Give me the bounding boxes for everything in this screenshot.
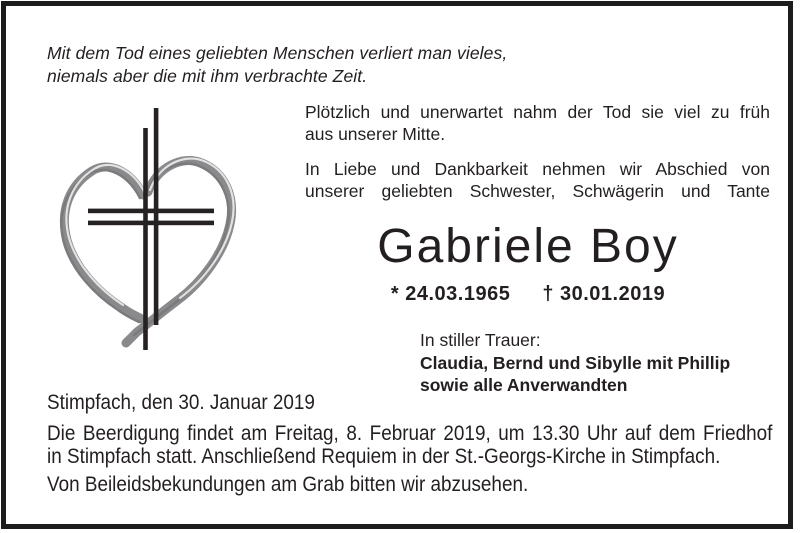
intro-text (305, 101, 770, 215)
intro-p2-line-1: In Liebe und Dankbarkeit nehmen wir Abschied von (305, 159, 770, 179)
condolence-note: Von Beileidsbekundungen am Grab bitten wir abzusehen. (47, 473, 529, 496)
life-dates (285, 283, 771, 306)
quote-line-2: niemals aber die mit ihm verbrachte Zeit. (47, 65, 368, 86)
heart-cross-emblem (55, 100, 245, 358)
birth-date: * 24.03.1965 (390, 283, 511, 305)
intro-p1-line-1: Plötzlich und unerwartet nahm der Tod sie viel zu früh (305, 102, 770, 122)
quote-line-1: Mit dem Tod eines geliebten Menschen verliert man vieles, (47, 43, 508, 63)
deceased-name: Gabriele Boy (377, 220, 679, 273)
funeral-info (47, 423, 772, 468)
cross-icon (88, 108, 214, 350)
funeral-line-2: in Stimpfach statt. Anschließend Requiem in der St.-Georgs-Kirche in Stimpfach. (47, 444, 721, 468)
mourners-block (420, 329, 730, 397)
death-date: † 30.01.2019 (542, 283, 666, 305)
mourners-lead: In stiller Trauer: (420, 330, 541, 350)
deceased-block (285, 219, 771, 306)
funeral-line-1: Die Beerdigung findet am Freitag, 8. Februar 2019, um 13.30 Uhr auf dem Friedhof (47, 422, 773, 445)
mourners-line-1: Claudia, Bernd und Sibylle mit Phillip (420, 352, 731, 373)
mourners-line-2: sowie alle Anverwandten (420, 375, 628, 395)
opening-quote (47, 42, 507, 87)
intro-paragraph-2 (305, 158, 770, 202)
intro-p1-line-2: aus unserer Mitte. (305, 124, 446, 144)
intro-paragraph-1 (305, 101, 770, 145)
intro-p2-line-2: unserer geliebten Schwester, Schwägerin und Tante (305, 181, 770, 201)
place-dateline: Stimpfach, den 30. Januar 2019 (47, 391, 315, 414)
